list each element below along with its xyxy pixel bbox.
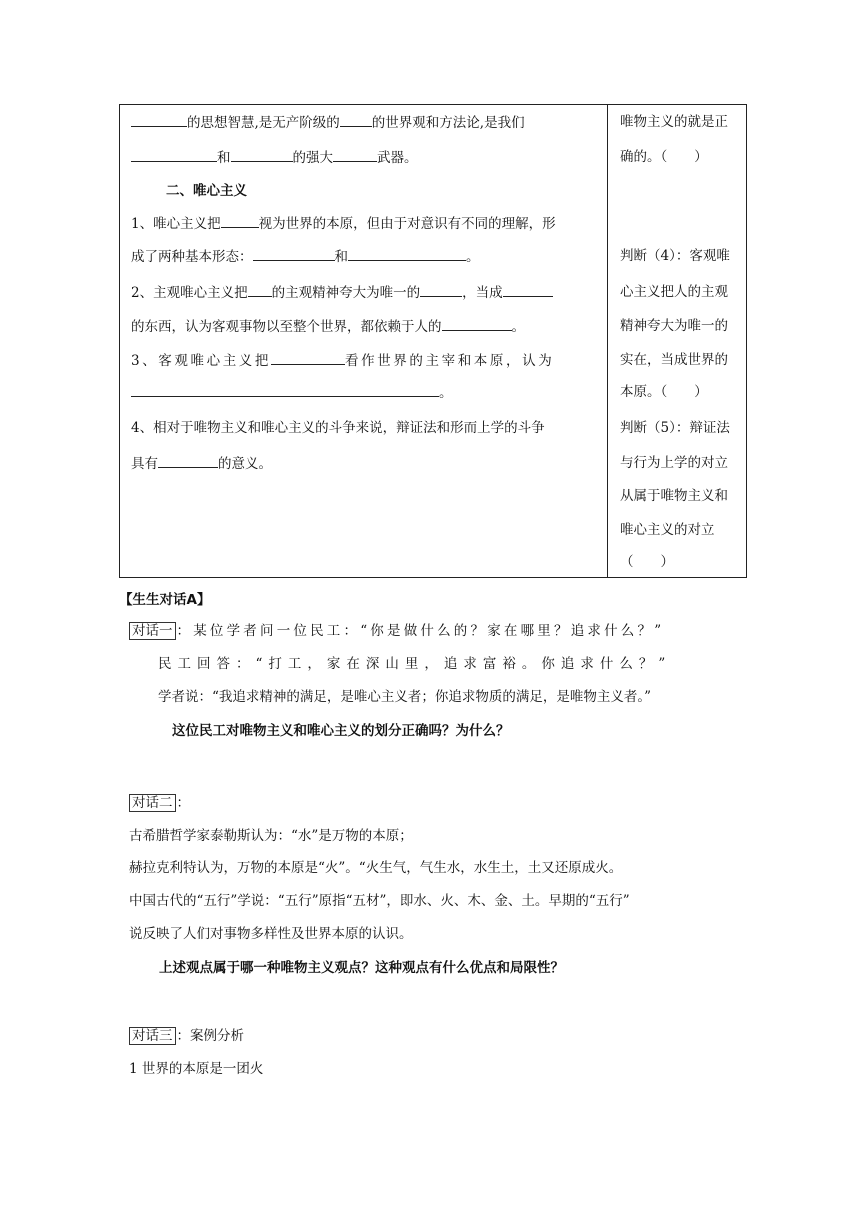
right-line-7: 本原。（ ） xyxy=(620,384,708,400)
blank xyxy=(221,213,259,228)
text: 的主观精神夸大为唯一的 xyxy=(271,285,421,301)
blank xyxy=(253,246,335,261)
text: ，当成 xyxy=(462,285,503,301)
table-column-divider xyxy=(607,104,608,578)
blank xyxy=(248,282,272,297)
blank xyxy=(503,282,553,297)
right-line-12: （ ） xyxy=(620,554,674,570)
text: 。 xyxy=(466,249,480,265)
dialogue-3-item-1: 1 世界的本原是一团火 xyxy=(129,1061,264,1077)
text: ：某位学者问一位民工：“你是做什么的？家在哪里？追求什么？” xyxy=(176,623,665,639)
blank xyxy=(420,282,462,297)
right-line-5: 精神夸大为唯一的 xyxy=(620,318,728,334)
text: 3、客观唯心主义把 xyxy=(131,353,271,369)
dialogue-3-title xyxy=(129,1026,244,1046)
text: 的世界观和方法论,是我们 xyxy=(371,115,525,131)
text: 的东西，认为客观事物以至整个世界，都依赖于人的 xyxy=(131,319,442,335)
right-line-10: 从属于唯物主义和 xyxy=(620,488,728,504)
left-line-6 xyxy=(131,282,553,302)
blank xyxy=(158,453,218,468)
text: 和 xyxy=(334,249,348,265)
text: ：案例分析 xyxy=(176,1028,244,1044)
text: 成了两种基本形态： xyxy=(131,249,253,265)
text: 。 xyxy=(511,319,525,335)
right-line-3: 判断（4）：客观唯 xyxy=(620,248,730,264)
right-line-8: 判断（5）：辩证法 xyxy=(620,420,730,436)
text: 的强大 xyxy=(292,150,333,166)
blank xyxy=(333,147,377,162)
blank xyxy=(131,112,187,127)
dialogue-2-line-2: 赫拉克利特认为，万物的本原是“火”。“火生气，气生水，水生土，土又还原成火。 xyxy=(129,860,623,876)
right-line-9: 与行为上学的对立 xyxy=(620,455,728,471)
dialogue-1-question: 这位民工对唯物主义和唯心主义的划分正确吗？为什么？ xyxy=(172,723,510,739)
blank xyxy=(442,316,512,331)
dialogue-2-line-3: 中国古代的“五行”学说：“五行”原指“五材”，即水、火、木、金、土。早期的“五行” xyxy=(129,893,630,909)
text: 视为世界的本原，但由于对意识有不同的理解，形 xyxy=(258,216,556,232)
left-line-5 xyxy=(131,246,480,266)
right-line-4: 心主义把人的主观 xyxy=(620,284,728,300)
left-line-7 xyxy=(131,316,525,336)
dialogue-2-title xyxy=(129,793,190,813)
study-table xyxy=(119,104,747,578)
blank xyxy=(231,147,293,162)
blank xyxy=(340,112,372,127)
left-line-1 xyxy=(131,112,525,132)
dialogue-1-line-2: 民工回答：“打工，家在深山里，追求富裕。你追求什么？” xyxy=(158,656,672,672)
text: 的思想智慧,是无产阶级的 xyxy=(187,115,340,131)
text: 2、主观唯心主义把 xyxy=(131,285,248,301)
text: 和 xyxy=(217,150,231,166)
dialogue-3-label: 对话三 xyxy=(129,1027,176,1045)
dialogue-1-line-3: 学者说：“我追求精神的满足，是唯心主义者；你追求物质的满足，是唯物主义者。” xyxy=(158,689,652,705)
dialogue-2-line-4: 说反映了人们对事物多样性及世界本原的认识。 xyxy=(129,926,413,942)
dialogue-2-label: 对话二 xyxy=(129,794,176,812)
left-line-2 xyxy=(131,147,418,167)
right-line-11: 唯心主义的对立 xyxy=(620,522,715,538)
left-line-8 xyxy=(131,350,554,370)
left-line-10: 4、相对于唯物主义和唯心主义的斗争来说，辩证法和形而上学的斗争 xyxy=(131,420,545,436)
left-line-11 xyxy=(131,453,272,473)
blank xyxy=(271,350,345,365)
dialogue-header: 【生生对话A】 xyxy=(119,592,211,608)
dialogue-1-label: 对话一 xyxy=(129,622,176,640)
dialogue-2-line-1: 古希腊哲学家泰勒斯认为：“水”是万物的本原； xyxy=(129,828,413,844)
text: 武器。 xyxy=(377,150,418,166)
right-line-6: 实在，当成世界的 xyxy=(620,352,728,368)
blank xyxy=(348,246,466,261)
text: 具有 xyxy=(131,456,158,472)
right-line-1: 唯物主义的就是正 xyxy=(620,114,728,130)
right-line-2: 确的。（ ） xyxy=(620,149,708,165)
dialogue-1-line-1 xyxy=(129,621,664,641)
section-title-idealism: 二、唯心主义 xyxy=(166,183,247,199)
text: ： xyxy=(176,795,190,811)
left-line-9 xyxy=(131,382,453,402)
blank xyxy=(131,382,439,397)
dialogue-2-question: 上述观点属于哪一种唯物主义观点？这种观点有什么优点和局限性？ xyxy=(159,960,564,976)
text: 。 xyxy=(439,385,453,401)
text: 的意义。 xyxy=(218,456,272,472)
text: 看作世界的主宰和本原，认为 xyxy=(345,353,555,369)
blank xyxy=(131,147,217,162)
text: 1、唯心主义把 xyxy=(131,216,221,232)
left-line-4 xyxy=(131,213,556,233)
